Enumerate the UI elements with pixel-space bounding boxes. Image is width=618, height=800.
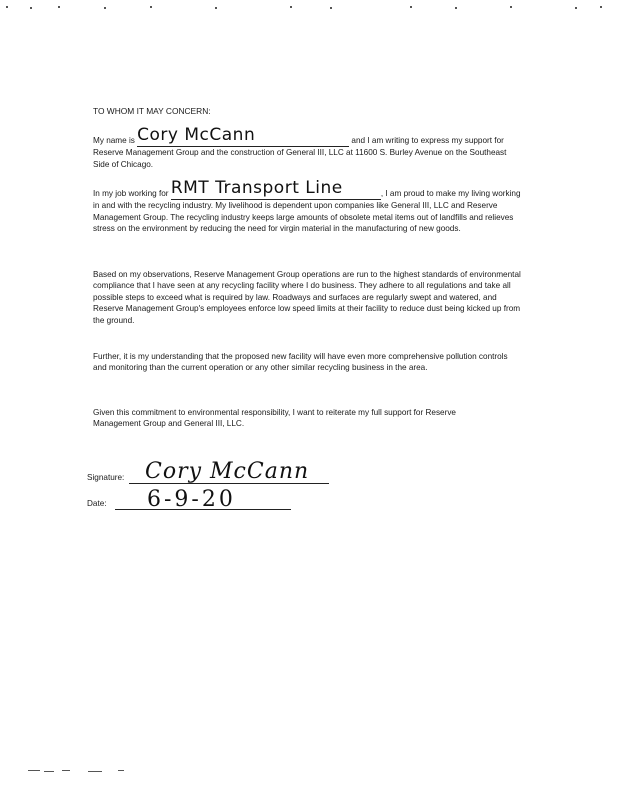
- name-prefix: My name is: [93, 136, 135, 145]
- signature-block: [87, 460, 347, 520]
- salutation: TO WHOM IT MAY CONCERN:: [93, 106, 211, 116]
- scan-artifact-top: [0, 6, 618, 10]
- handwritten-signature: Cory McCann: [145, 459, 310, 484]
- job-suffix: , I am proud to make my living working in and with the recycling industry. My livelihood is dependent upon companies like General III, LLC and Reserve Management Group. The recycling industry keeps large amounts of obsolete metal items out of landfills and relieves stress on the environment by reducing the need for virgin material in the manufacturing of new goods.: [93, 189, 521, 234]
- handwritten-date: 6-9-20: [147, 487, 236, 512]
- handwritten-employer: RMT Transport Line: [170, 178, 343, 198]
- further-paragraph: Further, it is my understanding that the proposed new facility will have even more comprehensive pollution controls and monitoring than the current operation or any other similar recycling business in the area.: [93, 352, 508, 373]
- employer-blank: [170, 178, 381, 200]
- given-paragraph: Given this commitment to environmental responsibility, I want to reiterate my full support for Reserve Management Group and General III, LLC.: [93, 408, 456, 429]
- observations-paragraph: Based on my observations, Reserve Management Group operations are run to the highest standards of environmental compliance that I have seen at any recycling facility where I do business. They adhere to all regulations and take all possible steps to exceed what is required by law. Roadways and surfaces are regularly swept and watered, and Reserve Management Group's employees enforce low speed limits at their facility to reduce dust being kicked up from the ground.: [93, 270, 521, 325]
- date-label: Date:: [87, 499, 107, 508]
- scan-artifact-bottom: [28, 770, 188, 774]
- job-prefix: In my job working for: [93, 189, 169, 198]
- name-blank: [137, 125, 349, 147]
- handwritten-name: Cory McCann: [137, 125, 256, 145]
- signature-label: Signature:: [87, 473, 125, 482]
- job-paragraph: [93, 178, 525, 235]
- name-paragraph: [93, 125, 525, 170]
- name-suffix: and I am writing to express my support for Reserve Management Group and the construction of General III, LLC at 11600 S. Burley Avenue on the Southeast Side of Chicago.: [93, 136, 507, 169]
